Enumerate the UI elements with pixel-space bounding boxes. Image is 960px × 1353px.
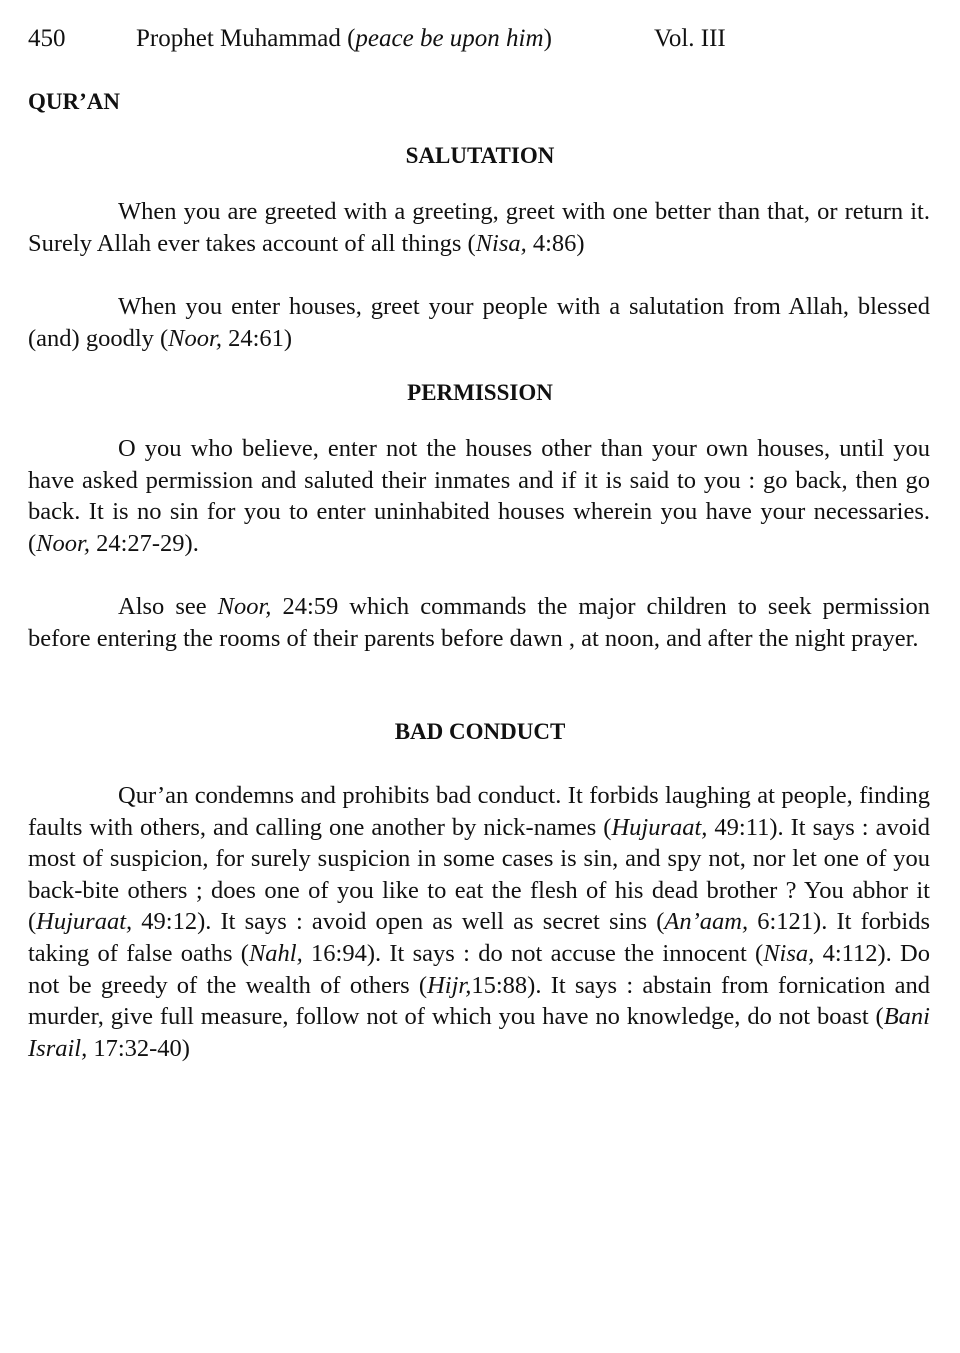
text-run: Qur’an condemns and prohibits bad conduct. It forbids laughing at people, finding faults with others, and calling one another by nick-names ( — [28, 782, 930, 841]
book-title-honorific: peace be upon him — [355, 25, 544, 52]
text-run: 17:32-40) — [87, 1034, 190, 1062]
text-run: 24:27-29). — [89, 529, 199, 557]
book-title — [136, 22, 552, 56]
citation: Nahl, — [248, 939, 303, 967]
book-title-text: Prophet Muhammad ( — [136, 25, 356, 52]
paragraph-salutation-1 — [28, 196, 930, 259]
paragraph-bad-conduct — [28, 780, 930, 1064]
paragraph-salutation-2 — [28, 291, 930, 354]
citation: An’aam, — [664, 908, 749, 936]
citation: Nisa, — [475, 229, 527, 257]
heading-bad-conduct: BAD CONDUCT — [394, 719, 566, 744]
paragraph-permission-2 — [28, 591, 930, 654]
book-title-close: ) — [543, 25, 552, 52]
citation: Hujuraat, — [36, 908, 133, 936]
paragraph-permission-1 — [28, 433, 930, 559]
text-run: 4:86) — [526, 229, 585, 257]
citation: Hujuraat, — [611, 813, 708, 841]
text-run: 24:59 which commands the major children to seek permission before entering the rooms of their parents before dawn , at noon, and after the night prayer. — [28, 593, 930, 652]
text-run: 4:112). Do not be greedy of the wealth of others ( — [28, 939, 930, 999]
text-run: Also see — [118, 593, 218, 620]
text-run: 49:12). It says : avoid open as well as secret sins ( — [132, 908, 665, 936]
volume-label: Vol. III — [654, 25, 726, 52]
citation: Noor, — [217, 593, 272, 620]
citation: Noor, — [168, 324, 222, 352]
text-run: 24:61) — [221, 324, 293, 352]
text-run: 15:88). It says : abstain from fornication and murder, give full measure, follow not of which you have no knowledge, do not boast ( — [28, 971, 930, 1031]
heading-permission: PERMISSION — [407, 380, 553, 405]
text-run: When you enter houses, greet your people with a salutation from Allah, blessed (and) goodly ( — [28, 293, 930, 352]
running-header — [28, 22, 928, 56]
text-run: 16:94). It says : do not accuse the innocent ( — [302, 939, 764, 967]
citation: Nisa, — [763, 939, 815, 967]
citation: Hijr, — [427, 971, 472, 999]
text-run: 6:121). It forbids taking of false oaths ( — [28, 908, 930, 967]
text-run: 49:11). It says : avoid most of suspicion, for surely suspicion in some cases is sin, and spy not, nor let one of you back-bite others ; does one of you like to eat the flesh of his dead brother ? You abhor it ( — [28, 813, 930, 936]
text-run: When you are greeted with a greeting, greet with one better than that, or return it. Surely Allah ever takes account of all things ( — [28, 198, 930, 257]
section-label: QUR’AN — [28, 89, 120, 114]
heading-salutation: SALUTATION — [405, 143, 555, 168]
text-run: O you who believe, enter not the houses other than your own houses, until you have asked permission and saluted their inmates and if it is said to you : go back, then go back. It is no sin for you to enter uninhabited houses wherein you have your necessaries. ( — [28, 435, 930, 557]
page-number: 450 — [28, 25, 66, 52]
citation: Bani Israil, — [28, 1003, 930, 1062]
citation: Noor, — [36, 529, 90, 557]
